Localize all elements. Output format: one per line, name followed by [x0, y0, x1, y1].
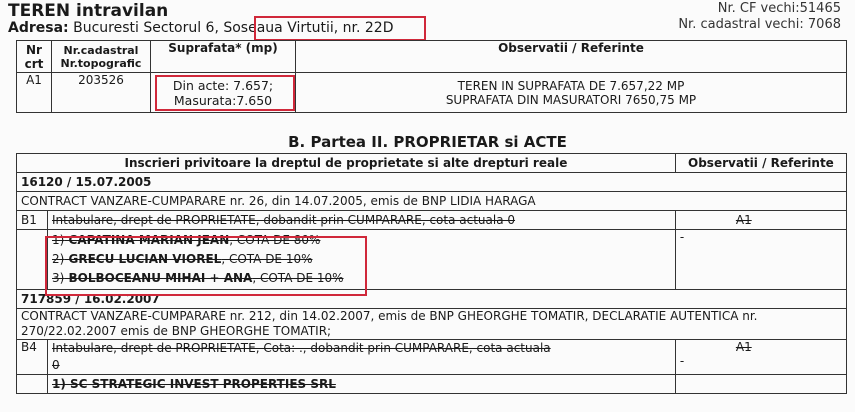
cf-numbers [678, 1, 841, 33]
entry2-id: 717859 / 16.02.2007 [17, 290, 847, 309]
entry2-code-cont [17, 375, 48, 394]
header-inscrieri: Inscrieri privitoare la dreptul de proprietate si alte drepturi reale [17, 154, 676, 173]
entry2-contract: CONTRACT VANZARE-CUMPARARE nr. 212, din 14.02.2007, emis de BNP GHEORGHE TOMATIR, DECLARATIE AUTENTICA nr. 270/22.02.2007 emis de BNP GHEORGHE TOMATIR; [17, 309, 847, 340]
header-nr-cadastral: Nr.cadastral Nr.topografic [52, 41, 151, 73]
obs-line2: SUPRAFATA DIN MASURATORI 7650,75 MP [445, 92, 697, 107]
entry2-intabulare: Intabulare, drept de PROPRIETATE, Cota: ., dobandit prin CUMPARARE, cota actuala 0 [48, 340, 676, 375]
entry1-intabulare: Intabulare, drept de PROPRIETATE, dobandit prin CUMPARARE, cota actuala 0 [48, 211, 676, 230]
row-crt: A1 [17, 73, 52, 113]
nr-cf-vechi: Nr. CF vechi:51465 [717, 1, 841, 16]
entry2-owner-1: 1) SC STRATEGIC INVEST PROPERTIES SRL [48, 375, 676, 394]
entry1-contract: CONTRACT VANZARE-CUMPARARE nr. 26, din 14.07.2005, emis de BNP LIDIA HARAGA [17, 192, 847, 211]
address-part2: Soseaua Virtutii, nr. 22D [223, 20, 394, 36]
header-nr-crt: Nr crt [17, 41, 52, 73]
document-title: TEREN intravilan [8, 1, 169, 21]
address-label: Adresa: [8, 20, 69, 36]
entry1-dash: - [675, 230, 846, 290]
section-b-title: B. Partea II. PROPRIETAR si ACTE [288, 133, 567, 151]
header-observatii: Observatii / Referinte [296, 41, 847, 73]
entry2-code: B4 [17, 340, 48, 375]
highlight-suprafata [155, 75, 295, 111]
header-suprafata: Suprafata* (mp) [151, 41, 296, 73]
highlight-owners [45, 236, 367, 296]
header-obs-b: Observatii / Referinte [675, 154, 846, 173]
entry1-code: B1 [17, 211, 48, 230]
obs-line1: TEREN IN SUPRAFATA DE 7.657,22 MP [457, 78, 685, 93]
entry2-ref: A1 - [675, 340, 846, 375]
owner-2: 2) GRECU LUCIAN VIOREL, COTA DE 10% [52, 252, 313, 266]
address-part1: Bucuresti Sectorul 6, [73, 20, 219, 36]
entry1-code-cont [17, 230, 48, 290]
masurata: Masurata:7.650 [173, 92, 273, 108]
owner-1: 1) CAPATINA MARIAN JEAN, COTA DE 80% [52, 233, 321, 247]
row-observatii [296, 73, 847, 113]
row-cadastral: 203526 [52, 73, 151, 113]
entry1-ref: A1 [675, 211, 846, 230]
din-acte: Din acte: 7.657; [172, 77, 274, 93]
highlight-address [254, 16, 426, 41]
nr-cadastral-vechi: Nr. cadastral vechi: 7068 [678, 17, 841, 32]
entry2-obs-empty [675, 375, 846, 394]
land-table [16, 40, 847, 113]
entry1-id: 16120 / 15.07.2005 [17, 173, 847, 192]
owner-3: 3) BOLBOCEANU MIHAI + ANA, COTA DE 10% [52, 271, 344, 285]
